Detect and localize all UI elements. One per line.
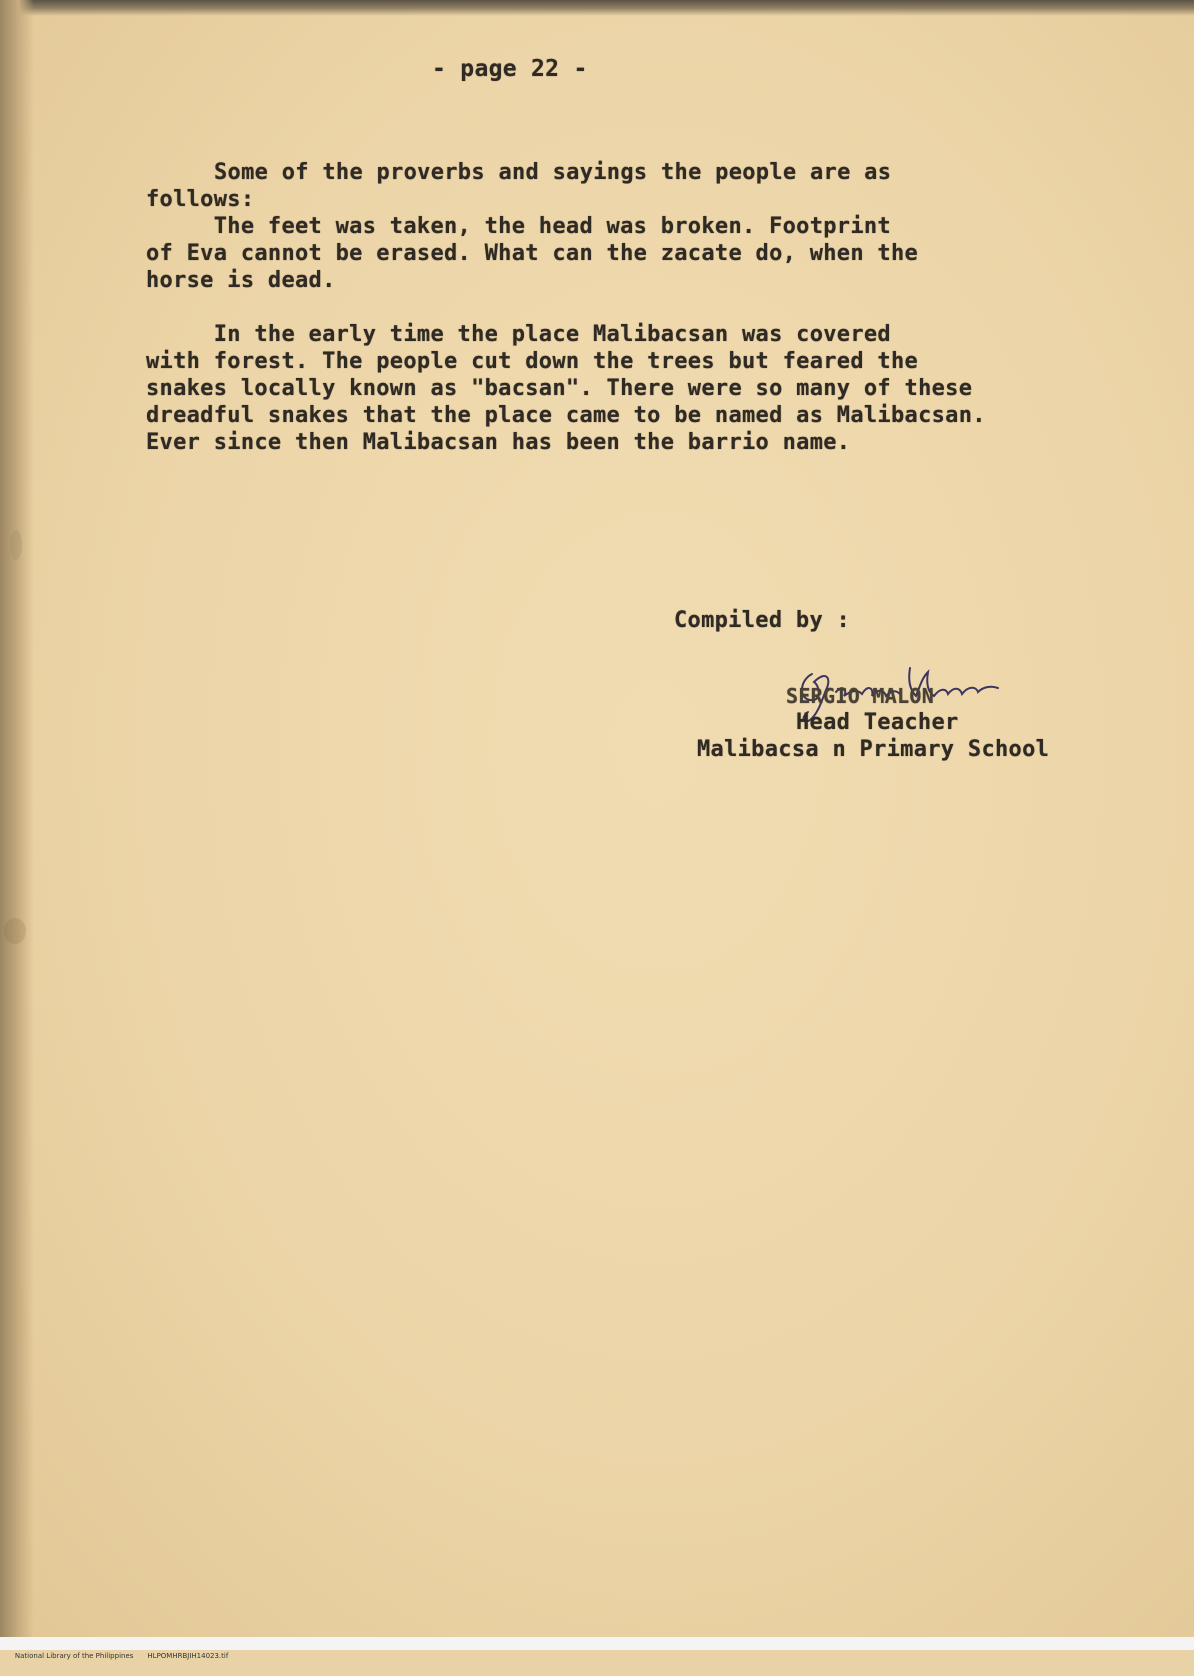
paper-stain: [10, 530, 22, 560]
text-line: follows:: [146, 187, 255, 212]
text-line: snakes locally known as "bacsan". There were so many of these: [146, 376, 973, 401]
school-name: Malibacsa n Primary School: [697, 737, 1050, 762]
signatory-title: Head Teacher: [796, 710, 959, 735]
text-line: horse is dead.: [146, 268, 336, 293]
scan-footer: [0, 1637, 1194, 1660]
text-line: dreadful snakes that the place came to be named as Malibacsan.: [146, 403, 986, 428]
text-line: In the early time the place Malibacsan was covered: [146, 322, 891, 347]
text-line: The feet was taken, the head was broken. Footprint: [146, 214, 891, 239]
footer-source: National Library of the Philippines: [14, 1652, 134, 1660]
text-line: Ever since then Malibacsan has been the barrio name.: [146, 430, 851, 455]
signatory-name: SERGIO MALON: [786, 684, 935, 708]
scan-left-edge: [0, 0, 34, 1650]
text-line: of Eva cannot be erased. What can the zacate do, when the: [146, 241, 919, 266]
compiled-by-label: Compiled by :: [674, 608, 851, 633]
paper-stain: [4, 918, 26, 944]
page-number: - page 22 -: [432, 56, 588, 82]
footer-file: HLPOMHRBJIH14023.tif: [147, 1652, 229, 1660]
text-line: with forest. The people cut down the trees but feared the: [146, 349, 919, 374]
text-line: Some of the proverbs and sayings the people are as: [214, 160, 892, 185]
scan-top-edge: [0, 0, 1194, 16]
